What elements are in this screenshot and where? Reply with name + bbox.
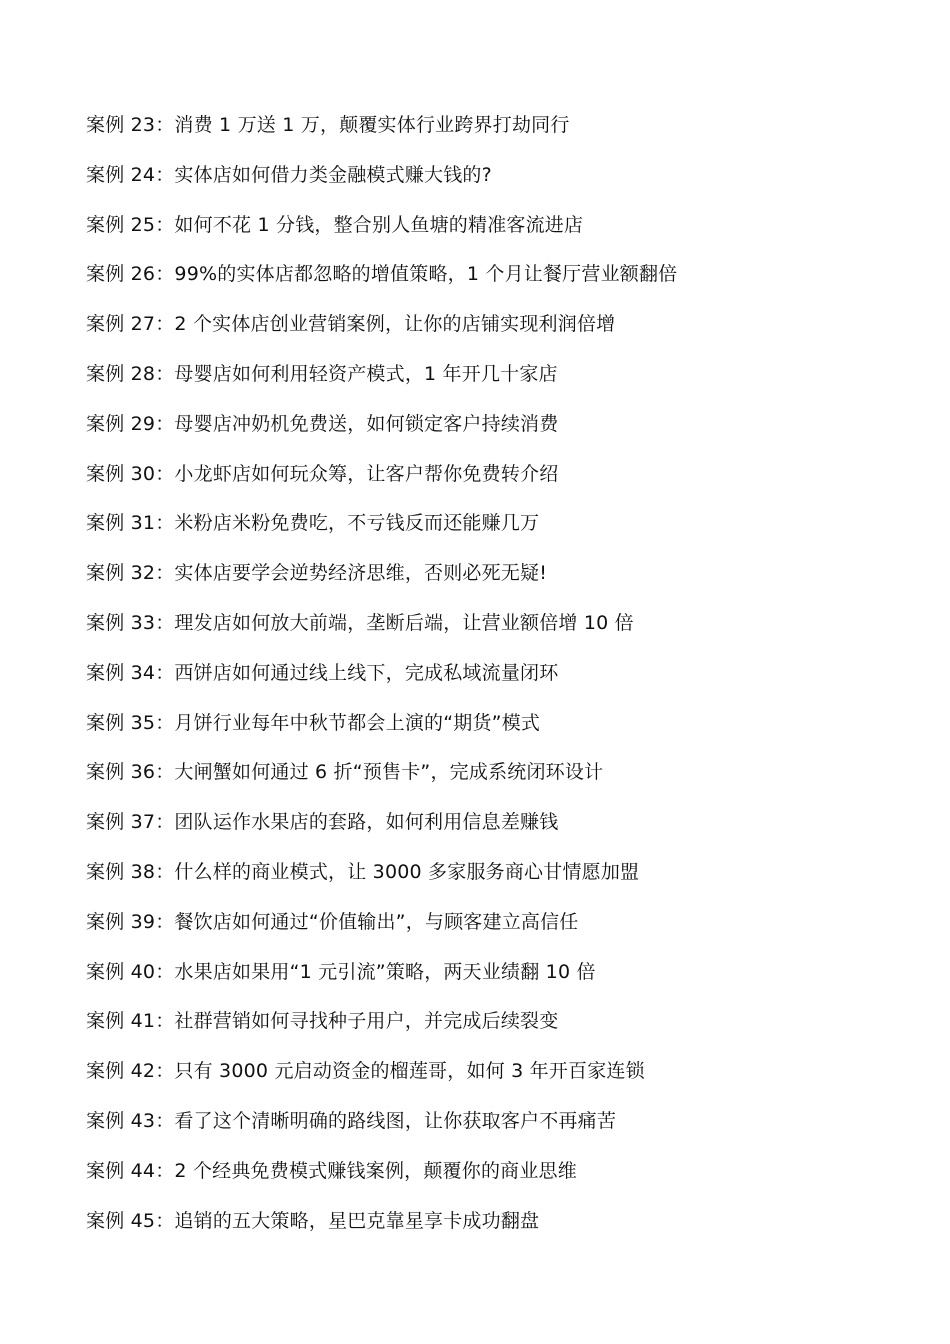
- list-item: [86, 211, 886, 261]
- case-label: 案例 42: [86, 1060, 156, 1083]
- case-separator: ：: [155, 761, 175, 784]
- case-title: 大闸蟹如何通过 6 折“预售卡”，完成系统闭环设计: [174, 761, 604, 784]
- case-label: 案例 28: [86, 362, 156, 385]
- case-label: 案例 45: [86, 1209, 156, 1232]
- list-item: [86, 709, 886, 759]
- case-separator: ：: [155, 860, 175, 883]
- list-item: [86, 1007, 886, 1057]
- case-title: 实体店要学会逆势经济思维，否则必死无疑!: [174, 562, 548, 585]
- case-title: 母婴店如何利用轻资产模式，1 年开几十家店: [174, 362, 558, 385]
- list-item: [86, 161, 886, 211]
- case-separator: ：: [155, 1209, 175, 1232]
- case-title: 2 个经典免费模式赚钱案例，颠覆你的商业思维: [174, 1159, 577, 1182]
- case-separator: ：: [155, 960, 175, 983]
- list-item: [86, 1207, 886, 1257]
- case-title: 2 个实体店创业营销案例，让你的店铺实现利润倍增: [174, 313, 616, 336]
- case-label: 案例 39: [86, 910, 156, 933]
- case-label: 案例 44: [86, 1159, 156, 1182]
- case-label: 案例 41: [86, 1010, 156, 1033]
- list-item: [86, 1107, 886, 1157]
- case-separator: ：: [155, 313, 175, 336]
- case-title: 如何不花 1 分钱，整合别人鱼塘的精准客流进店: [174, 213, 584, 236]
- case-title: 团队运作水果店的套路，如何利用信息差赚钱: [174, 811, 559, 834]
- case-separator: ：: [155, 910, 175, 933]
- case-title: 理发店如何放大前端，垄断后端，让营业额倍增 10 倍: [174, 611, 634, 634]
- case-separator: ：: [155, 1010, 175, 1033]
- case-label: 案例 26: [86, 263, 156, 286]
- case-title: 追销的五大策略，星巴克靠星享卡成功翻盘: [174, 1209, 540, 1232]
- list-item: [86, 858, 886, 908]
- case-title: 母婴店冲奶机免费送，如何锁定客户持续消费: [174, 412, 559, 435]
- case-label: 案例 40: [86, 960, 156, 983]
- case-separator: ：: [155, 661, 175, 684]
- case-separator: ：: [155, 362, 175, 385]
- case-label: 案例 29: [86, 412, 156, 435]
- list-item: [86, 758, 886, 808]
- case-label: 案例 35: [86, 711, 156, 734]
- case-title: 月饼行业每年中秋节都会上演的“期货”模式: [174, 711, 541, 734]
- case-title: 什么样的商业模式，让 3000 多家服务商心甘情愿加盟: [174, 860, 640, 883]
- list-item: [86, 908, 886, 958]
- case-label: 案例 38: [86, 860, 156, 883]
- case-title: 小龙虾店如何玩众筹，让客户帮你免费转介绍: [174, 462, 559, 485]
- list-item: [86, 958, 886, 1008]
- case-separator: ：: [155, 512, 175, 535]
- case-separator: ：: [155, 1159, 175, 1182]
- case-label: 案例 30: [86, 462, 156, 485]
- list-item: [86, 111, 886, 161]
- case-separator: ：: [155, 611, 175, 634]
- case-separator: ：: [155, 711, 175, 734]
- case-title: 只有 3000 元启动资金的榴莲哥，如何 3 年开百家连锁: [174, 1060, 645, 1083]
- list-item: [86, 260, 886, 310]
- case-separator: ：: [155, 1109, 175, 1132]
- case-list: [86, 111, 886, 1256]
- case-label: 案例 33: [86, 611, 156, 634]
- case-separator: ：: [155, 412, 175, 435]
- case-separator: ：: [155, 114, 175, 136]
- list-item: [86, 410, 886, 460]
- case-label: 案例 31: [86, 512, 156, 535]
- case-separator: ：: [155, 811, 175, 834]
- list-item: [86, 808, 886, 858]
- list-item: [86, 509, 886, 559]
- list-item: [86, 1157, 886, 1207]
- case-title: 水果店如果用“1 元引流”策略，两天业绩翻 10 倍: [174, 960, 596, 983]
- case-title: 社群营销如何寻找种子用户，并完成后续裂变: [174, 1010, 559, 1033]
- case-label: 案例 24: [86, 163, 156, 186]
- case-label: 案例 43: [86, 1109, 156, 1132]
- case-label: 案例 25: [86, 213, 156, 236]
- case-title: 实体店如何借力类金融模式赚大钱的?: [174, 163, 492, 186]
- case-separator: ：: [155, 562, 175, 585]
- case-label: 案例 37: [86, 811, 156, 834]
- case-label: 案例 32: [86, 562, 156, 585]
- case-label: 案例 36: [86, 761, 156, 784]
- case-separator: ：: [155, 213, 175, 236]
- case-title: 99%的实体店都忽略的增值策略，1 个月让餐厅营业额翻倍: [174, 263, 678, 286]
- list-item: [86, 460, 886, 510]
- list-item: [86, 1057, 886, 1107]
- list-item: [86, 559, 886, 609]
- case-separator: ：: [155, 1060, 175, 1083]
- list-item: [86, 609, 886, 659]
- case-label: 案例 34: [86, 661, 156, 684]
- list-item: [86, 659, 886, 709]
- list-item: [86, 310, 886, 360]
- case-label: 案例 27: [86, 313, 156, 336]
- case-separator: ：: [155, 462, 175, 485]
- case-title: 餐饮店如何通过“价值输出”，与顾客建立高信任: [174, 910, 579, 933]
- case-title: 看了这个清晰明确的路线图，让你获取客户不再痛苦: [174, 1109, 617, 1132]
- case-title: 西饼店如何通过线上线下，完成私域流量闭环: [174, 661, 559, 684]
- case-title: 米粉店米粉免费吃，不亏钱反而还能赚几万: [174, 512, 540, 535]
- case-label: 案例 23: [86, 114, 156, 136]
- case-title: 消费 1 万送 1 万，颠覆实体行业跨界打劫同行: [174, 114, 570, 136]
- case-separator: ：: [155, 163, 175, 186]
- case-separator: ：: [155, 263, 175, 286]
- list-item: [86, 360, 886, 410]
